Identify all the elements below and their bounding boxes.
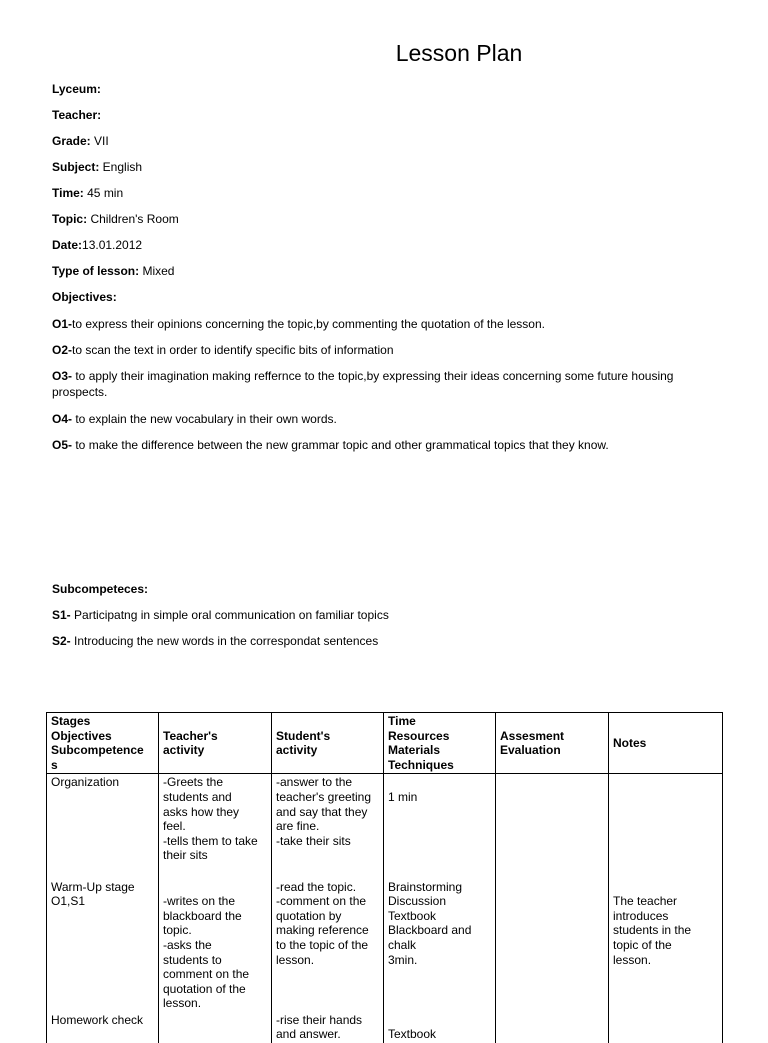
table-cell: -Greets the students and asks how they feel. -tells them to take their sits	[159, 774, 272, 864]
table-cell: 1 min	[384, 774, 496, 864]
table-cell: The teacher introduces students in the topic of the lesson.	[609, 864, 723, 1012]
column-header-resources: Time Resources Materials Techniques	[384, 713, 496, 774]
table-row	[47, 864, 723, 1012]
table-cell	[609, 1012, 723, 1043]
column-header-assessment: Assesment Evaluation	[496, 713, 609, 774]
subcompetence-item: S2- Introducing the new words in the correspondat sentences	[52, 634, 379, 648]
table-row	[47, 774, 723, 864]
objective-item: O5- to make the difference between the new grammar topic and other grammatical topics that they know.	[52, 438, 609, 452]
table-cell: -rise their hands and answer.	[272, 1012, 384, 1043]
table-cell: Organization	[47, 774, 159, 864]
subcompetence-item: S1- Participatng in simple oral communication on familiar topics	[52, 608, 389, 622]
table-cell	[496, 774, 609, 864]
page-title: Lesson Plan	[395, 40, 523, 66]
table-cell	[609, 774, 723, 864]
field-time: Time: 45 min	[52, 186, 124, 200]
objective-item: O2-to scan the text in order to identify specific bits of information	[52, 343, 394, 357]
table-cell: Warm-Up stage O1,S1	[47, 864, 159, 1012]
field-objectives-heading: Objectives:	[52, 290, 117, 304]
objective-item: O1-to express their opinions concerning the topic,by commenting the quotation of the lesson.	[52, 317, 545, 331]
objective-item: O3- to apply their imagination making reffernce to the topic,by expressing their ideas concerning some future housing prospects.	[52, 369, 674, 399]
column-header-student-activity: Student's activity	[272, 713, 384, 774]
field-lyceum: Lyceum:	[52, 82, 101, 96]
column-header-stages: Stages Objectives Subcompetence s	[47, 713, 159, 774]
field-grade: Grade: VII	[52, 134, 109, 148]
table-cell	[159, 1012, 272, 1043]
table-cell: -read the topic. -comment on the quotation by making reference to the topic of the lesson.	[272, 864, 384, 1012]
table-row	[47, 1012, 723, 1043]
table-cell: Homework check	[47, 1012, 159, 1043]
column-header-teacher-activity: Teacher's activity	[159, 713, 272, 774]
table-cell	[496, 864, 609, 1012]
table-header-row	[47, 713, 723, 774]
field-topic: Topic: Children's Room	[52, 212, 179, 226]
table-cell: -answer to the teacher's greeting and say that they are fine. -take their sits	[272, 774, 384, 864]
field-lesson-type: Type of lesson: Mixed	[52, 264, 175, 278]
table-cell: -writes on the blackboard the topic. -asks the students to comment on the quotation of the lesson.	[159, 864, 272, 1012]
column-header-notes: Notes	[609, 713, 723, 774]
subcompetences-heading: Subcompeteces:	[52, 582, 149, 596]
table-cell	[496, 1012, 609, 1043]
objective-item: O4- to explain the new vocabulary in their own words.	[52, 412, 337, 426]
field-teacher: Teacher:	[52, 108, 102, 122]
table-cell: Textbook	[384, 1012, 496, 1043]
field-subject: Subject: English	[52, 160, 143, 174]
table-cell: Brainstorming Discussion Textbook Blackboard and chalk 3min.	[384, 864, 496, 1012]
lesson-plan-table	[46, 712, 723, 1043]
field-date: Date:13.01.2012	[52, 238, 143, 252]
